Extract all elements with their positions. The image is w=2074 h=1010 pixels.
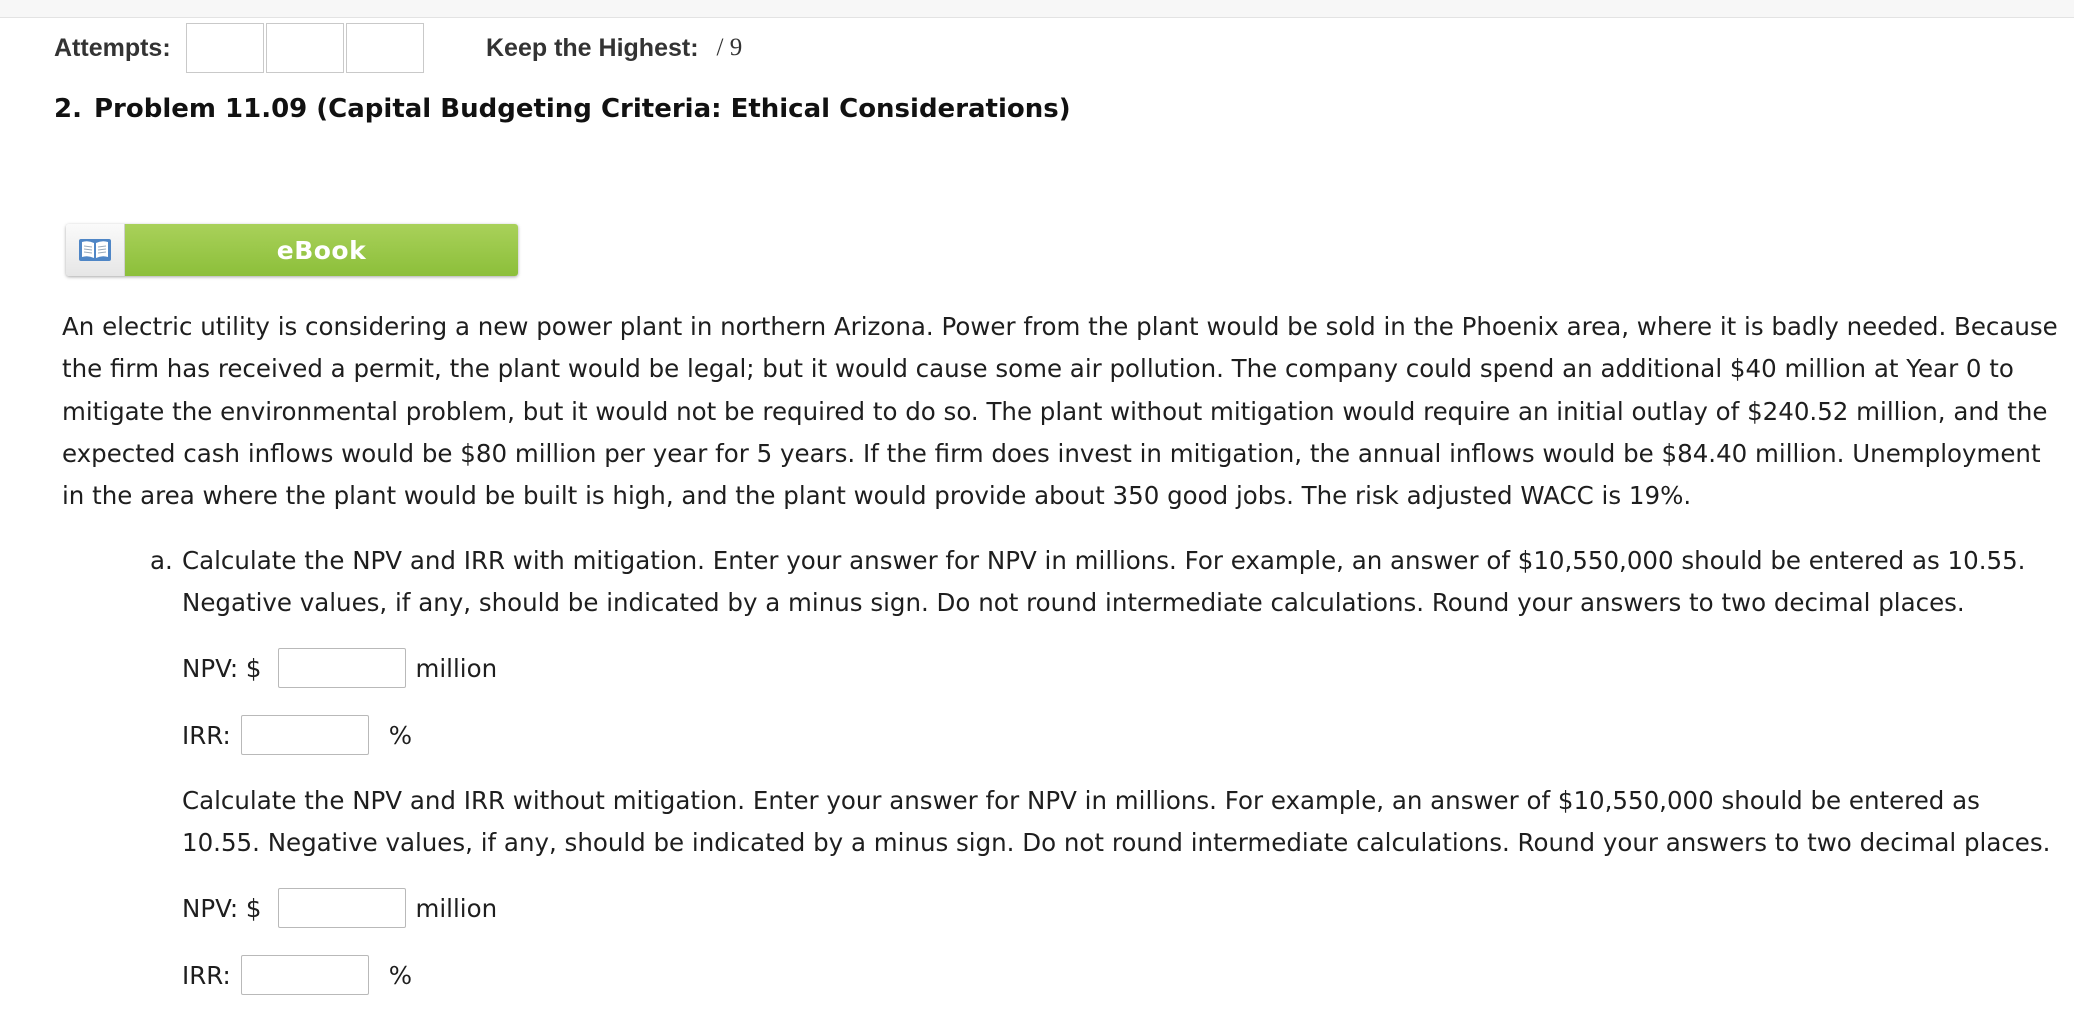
problem-title-text: Problem 11.09 (Capital Budgeting Criteria: Ethical Considerations) [93, 94, 1071, 124]
attempts-row [54, 22, 742, 74]
score-value: / 9 [716, 34, 743, 61]
irr-without-label: IRR: [182, 960, 231, 990]
attempts-label: Attempts: [54, 33, 171, 62]
irr-with-row [182, 715, 412, 755]
irr-with-unit: % [388, 720, 413, 750]
open-book-icon [78, 237, 112, 263]
npv-without-input[interactable] [278, 888, 406, 928]
ebook-button[interactable] [66, 224, 518, 276]
question-without-mitigation: Calculate the NPV and IRR without mitigation. Enter your answer for NPV in millions. For example, an answer of $10,550,000 should be entered as 10.55. Negative values, if any, should be indicated by a minus sign. Do not round intermediate calculations. Round your answers to two decimal places. [182, 786, 2051, 858]
npv-with-input[interactable] [278, 648, 406, 688]
attempt-boxes [186, 23, 426, 73]
irr-with-label: IRR: [182, 720, 231, 750]
ebook-label: eBook [125, 224, 518, 276]
irr-without-unit: % [388, 960, 413, 990]
problem-description: An electric utility is considering a new power plant in northern Arizona. Power from the plant would be sold in the Phoenix area, where it is badly needed. Because the firm has received a permit, the plant would be legal; but it would cause some air pollution. The company could spend an additional $40 million at Year 0 to mitigate the environmental problem, but it would not be required to do so. The plant without mitigation would require an initial outlay of $240.52 million, and the expected cash inflows would be $80 million per year for 5 years. If the firm does invest in mitigation, the annual inflows would be $84.40 million. Unemployment in the area where the plant would be built is high, and the plant would provide about 350 good jobs. The risk adjusted WACC is 19%. [62, 312, 2058, 511]
ebook-icon-box [66, 224, 125, 276]
attempt-box-2 [266, 23, 344, 73]
npv-with-label: NPV: $ [182, 653, 262, 683]
npv-without-unit: million [415, 893, 498, 923]
question-a-with-mitigation [150, 540, 2050, 625]
problem-number: 2. [54, 94, 82, 124]
npv-with-unit: million [415, 653, 498, 683]
attempt-box-3 [346, 23, 424, 73]
part-a-marker: a. [150, 546, 173, 575]
top-bar [0, 0, 2074, 18]
irr-with-input[interactable] [241, 715, 369, 755]
attempt-box-1 [186, 23, 264, 73]
npv-without-row [182, 888, 497, 928]
problem-title [54, 94, 1071, 124]
npv-with-row [182, 648, 497, 688]
question-a-text: Calculate the NPV and IRR with mitigation. Enter your answer for NPV in millions. For example, an answer of $10,550,000 should be entered as 10.55. Negative values, if any, should be indicated by a minus sign. Do not round intermediate calculations. Round your answers to two decimal places. [182, 546, 2026, 618]
npv-without-label: NPV: $ [182, 893, 262, 923]
irr-without-input[interactable] [241, 955, 369, 995]
keep-highest-label: Keep the Highest: [486, 33, 699, 62]
irr-without-row [182, 955, 412, 995]
